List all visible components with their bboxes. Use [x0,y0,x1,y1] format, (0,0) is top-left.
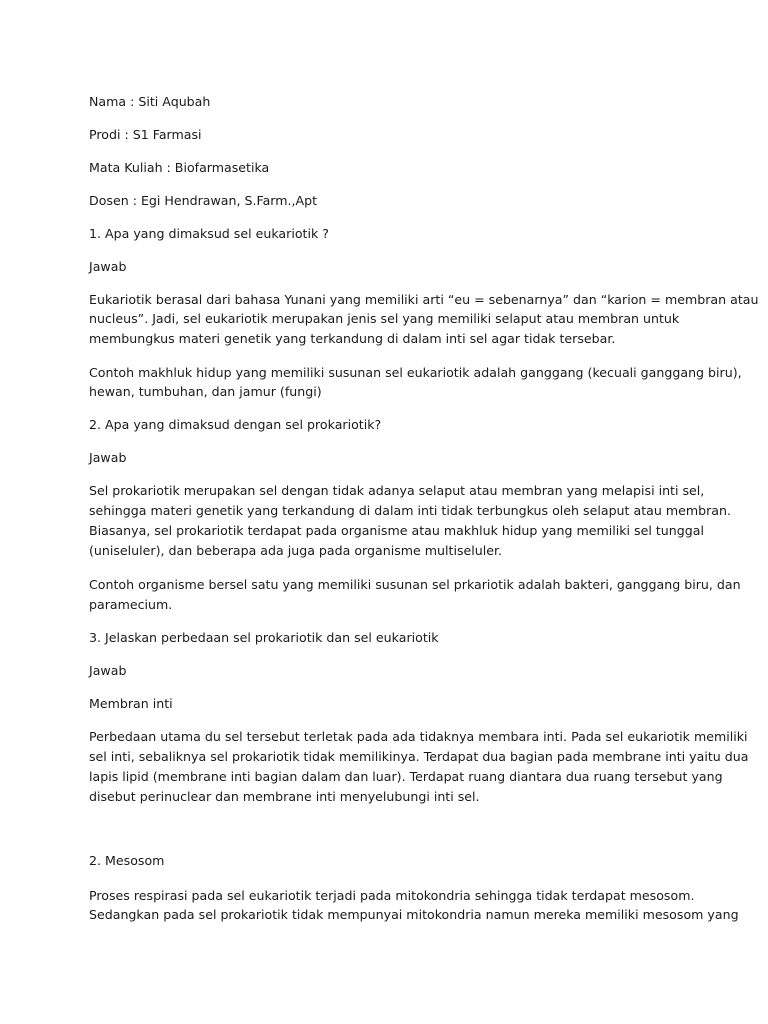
answer-2-paragraph-1-line-1: Sel prokariotik merupakan sel dengan tidak adanya selaput atau membran yang melapisi inti sel, [89,483,705,498]
answer-1-paragraph-1-line-3: membungkus materi genetik yang terkandung di dalam inti sel agar tidak tersebar. [89,331,616,346]
course-name: Mata Kuliah : Biofarmasetika [89,160,270,175]
answer-2-paragraph-1-line-3: Biasanya, sel prokariotik terdapat pada organisme atau makhluk hidup yang memiliki sel tunggal [89,523,704,538]
study-program: Prodi : S1 Farmasi [89,127,202,142]
answer-2-paragraph-1-line-2: sehingga materi genetik yang terkandung di dalam inti tidak terbungkus oleh selaput atau membran. [89,503,731,518]
answer-1-paragraph-1-line-1: Eukariotik berasal dari bahasa Yunani yang memiliki arti “eu = sebenarnya” dan “karion = membran atau [89,292,759,307]
section-heading-mesosom: 2. Mesosom [89,853,165,868]
answer-1-paragraph-2-line-1: Contoh makhluk hidup yang memiliki susunan sel eukariotik adalah ganggang (kecuali ganggang biru), [89,365,742,380]
answer-2-paragraph-2-line-1: Contoh organisme bersel satu yang memiliki susunan sel prkariotik adalah bakteri, ganggang biru, dan [89,577,741,592]
answer-2-paragraph-2-line-2: paramecium. [89,597,173,612]
lecturer-name: Dosen : Egi Hendrawan, S.Farm.,Apt [89,193,318,208]
mesosom-paragraph-line-1: Proses respirasi pada sel eukariotik terjadi pada mitokondria sehingga tidak terdapat mesosom. [89,888,695,903]
answer-1-paragraph-2-line-2: hewan, tumbuhan, dan jamur (fungi) [89,384,322,399]
membran-inti-paragraph-line-2: sel inti, sebaliknya sel prokariotik tidak memilikinya. Terdapat dua bagian pada membrane inti yaitu dua [89,749,749,764]
answer-label-3: Jawab [89,663,127,678]
answer-1-paragraph-1-line-2: nucleus”. Jadi, sel eukariotik merupakan jenis sel yang memiliki selaput atau membran untuk [89,311,680,326]
student-name: Nama : Siti Aqubah [89,94,211,109]
membran-inti-paragraph-line-1: Perbedaan utama du sel tersebut terletak pada ada tidaknya membara inti. Pada sel eukariotik memiliki [89,729,748,744]
question-1: 1. Apa yang dimaksud sel eukariotik ? [89,226,329,241]
question-3: 3. Jelaskan perbedaan sel prokariotik dan sel eukariotik [89,630,439,645]
answer-2-paragraph-1-line-4: (uniseluler), dan beberapa ada juga pada organisme multiseluler. [89,543,503,558]
question-2: 2. Apa yang dimaksud dengan sel prokariotik? [89,417,382,432]
membran-inti-paragraph-line-3: lapis lipid (membrane inti bagian dalam dan luar). Terdapat ruang diantara dua ruang tersebut yang [89,769,723,784]
mesosom-paragraph-line-2: Sedangkan pada sel prokariotik tidak mempunyai mitokondria namun mereka memiliki mesosom yang [89,907,739,922]
membran-inti-paragraph-line-4: disebut perinuclear dan membrane inti menyelubungi inti sel. [89,789,480,804]
answer-label-2: Jawab [89,450,127,465]
section-heading-membran-inti: Membran inti [89,696,173,711]
answer-label-1: Jawab [89,259,127,274]
